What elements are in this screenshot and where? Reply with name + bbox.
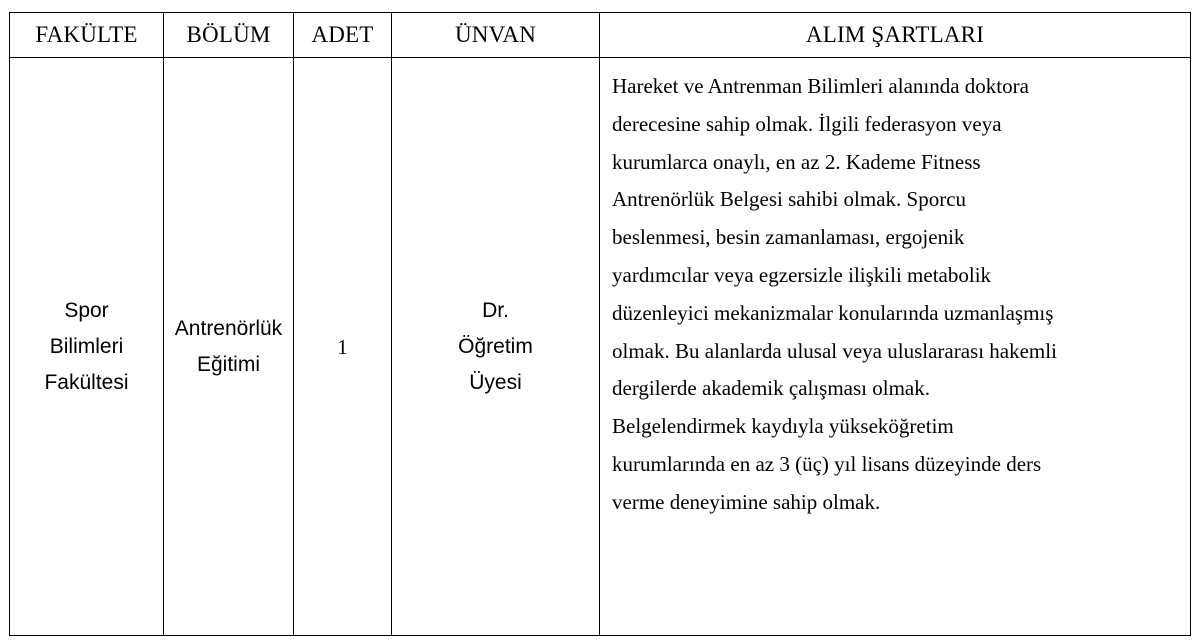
condition-line: yardımcılar veya egzersizle ilişkili metabolik	[612, 262, 992, 287]
cell-bolum	[164, 58, 294, 636]
cell-fakulte	[10, 58, 164, 636]
cell-fakulte-line: Spor	[64, 298, 109, 322]
condition-line: olmak. Bu alanlarda ulusal veya uluslararası hakemli	[612, 338, 1057, 363]
condition-line: derecesine sahip olmak. İlgili federasyon veya	[612, 111, 1002, 136]
condition-line: kurumlarında en az 3 (üç) yıl lisans düzeyinde ders	[612, 451, 1042, 476]
condition-line: Hareket ve Antrenman Bilimleri alanında doktora	[612, 74, 1029, 98]
condition-line: düzenleyici mekanizmalar konularında uzmanlaşmış	[612, 300, 1054, 325]
cell-bolum-line: Eğitimi	[196, 352, 260, 376]
condition-line: Antrenörlük Belgesi sahibi olmak. Sporcu	[612, 187, 967, 212]
table-header-row	[10, 13, 1191, 58]
cell-fakulte-line: Bilimleri	[49, 334, 124, 358]
condition-line: Belgelendirmek kaydıyla yükseköğretim	[612, 414, 954, 439]
condition-line: kurumlarca onaylı, en az 2. Kademe Fitness	[612, 149, 981, 174]
cell-fakulte-line: Fakültesi	[44, 370, 129, 394]
cell-unvan-line: Dr.	[482, 298, 509, 322]
header-fakulte: FAKÜLTE	[10, 13, 164, 58]
condition-line: verme deneyimine sahip olmak.	[612, 489, 881, 514]
header-alim-sartlari: ALIM ŞARTLARI	[600, 13, 1191, 58]
table-row	[10, 58, 1191, 636]
cell-alim-sartlari	[600, 58, 1191, 636]
header-unvan: ÜNVAN	[392, 13, 600, 58]
cell-unvan-line: Öğretim	[458, 334, 533, 358]
header-adet: ADET	[294, 13, 392, 58]
cell-unvan-line: Üyesi	[469, 370, 522, 394]
cell-bolum-line: Antrenörlük	[174, 316, 283, 340]
header-bolum: BÖLÜM	[164, 13, 294, 58]
condition-line: beslenmesi, besin zamanlaması, ergojenik	[612, 225, 965, 250]
condition-line: dergilerde akademik çalışması olmak.	[612, 376, 931, 401]
recruitment-table	[9, 12, 1191, 636]
cell-adet: 1	[294, 58, 392, 636]
cell-unvan	[392, 58, 600, 636]
